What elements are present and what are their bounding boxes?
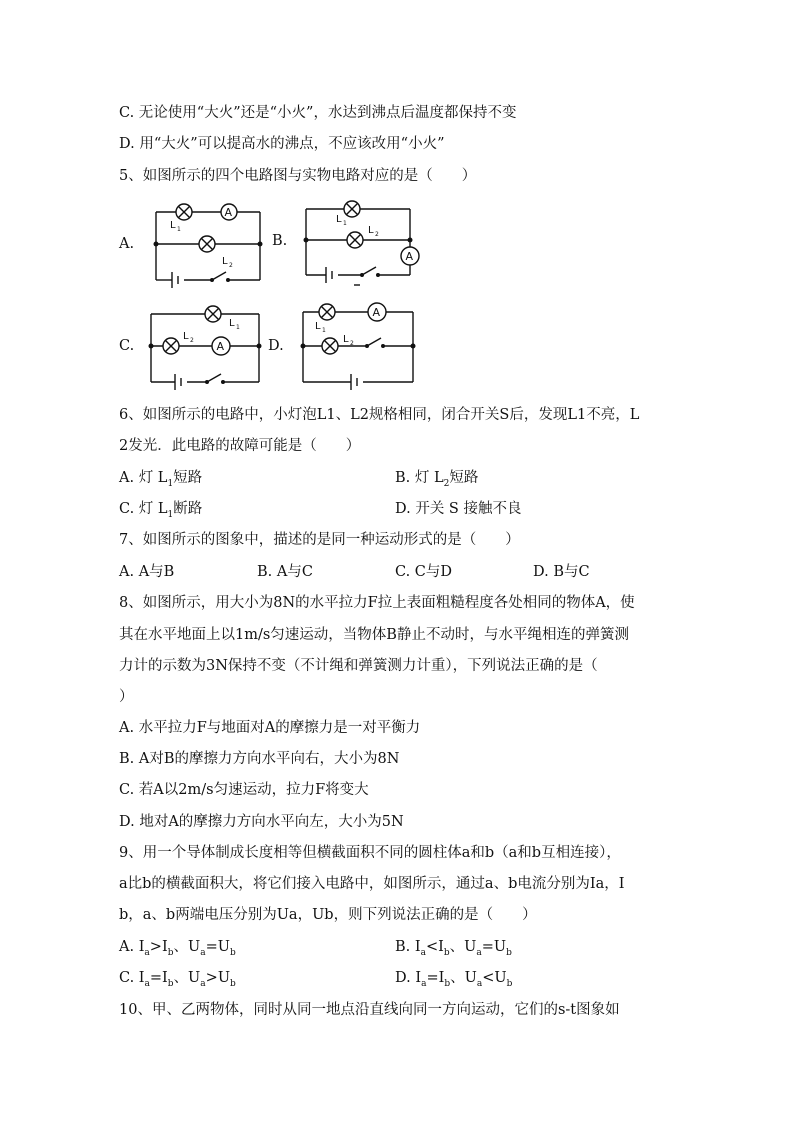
q4-option-d: D. 用“大火”可以提高水的沸点，不应该改用“小火” (119, 136, 445, 152)
q6-option-a: A. 灯 $L_1$短路 (119, 470, 203, 489)
q5-stem: 5、如图所示的四个电路图与实物电路对应的是（ ） (119, 168, 477, 184)
svg-text:L: L (343, 334, 349, 345)
q9-stem-line2: a比b的横截面积大，将它们接入电路中，如图所示，通过a、b电流分别为Ia，I (119, 876, 625, 892)
circuit-diagram-b (300, 195, 425, 290)
svg-text:L: L (336, 214, 342, 225)
svg-text:L: L (315, 321, 321, 332)
q5-label-c: C. (119, 338, 135, 354)
svg-text:A: A (405, 250, 414, 263)
q5-label-b: B. (272, 233, 288, 249)
svg-text:A: A (224, 206, 233, 219)
q8-stem-line4: ） (119, 689, 134, 705)
svg-text:1: 1 (236, 324, 240, 331)
q7-stem: 7、如图所示的图象中，描述的是同一种运动形式的是（ ） (119, 532, 520, 548)
q6-stem-line2: 2发光．此电路的故障可能是（ ） (119, 438, 361, 454)
q6-stem-line1: 6、如图所示的电路中，小灯泡L1、L2规格相同，闭合开关S后，发现L1不亮，L (119, 407, 640, 423)
svg-text:2: 2 (375, 231, 379, 238)
q9-stem-line1: 9、用一个导体制成长度相等但横截面积不同的圆柱体a和b（a和b互相连接）， (119, 845, 621, 861)
svg-text:A: A (216, 340, 225, 353)
q9-option-a: A. $I_a>I_b$、$U_a=U_b$ (119, 939, 236, 958)
q8-stem-line1: 8、如图所示，用大小为8N的水平拉力F拉上表面粗糙程度各处相同的物体A，使 (119, 595, 635, 611)
svg-text:A: A (372, 306, 381, 319)
q8-option-d: D. 地对A的摩擦力方向水平向左，大小为5N (119, 814, 404, 830)
q8-option-a: A. 水平拉力F与地面对A的摩擦力是一对平衡力 (119, 720, 421, 736)
circuit-diagram-c (145, 302, 270, 392)
circuit-diagram-a (150, 200, 265, 285)
q7-option-b: B. A与C (257, 564, 313, 580)
q8-option-c: C. 若A以2m/s匀速运动，拉力F将变大 (119, 782, 369, 798)
q9-option-d: D. $I_a=I_b$、$U_a<U_b$ (395, 970, 513, 989)
svg-text:2: 2 (350, 340, 354, 347)
q7-option-c: C. C与D (395, 564, 453, 580)
svg-text:L: L (183, 331, 189, 342)
q5-label-d: D. (268, 338, 284, 354)
q8-stem-line3: 力计的示数为3N保持不变（不计绳和弹簧测力计重），下列说法正确的是（ (119, 658, 598, 674)
q6-option-b: B. 灯 $L_2$短路 (395, 470, 479, 489)
q6-option-d: D. 开关 S 接触不良 (395, 501, 522, 517)
q6-option-c: C. 灯 $L_1$断路 (119, 501, 203, 520)
svg-text:L: L (222, 256, 228, 267)
q10-stem-line1: 10、甲、乙两物体，同时从同一地点沿直线向同一方向运动，它们的s-t图象如 (119, 1002, 620, 1018)
svg-text:2: 2 (229, 262, 233, 269)
svg-text:1: 1 (343, 220, 347, 227)
q9-option-b: B. $I_a<I_b$、$U_a=U_b$ (395, 939, 512, 958)
q8-option-b: B. A对B的摩擦力方向水平向右，大小为8N (119, 751, 400, 767)
svg-text:1: 1 (322, 327, 326, 334)
svg-text:2: 2 (190, 337, 194, 344)
q7-option-d: D. B与C (533, 564, 590, 580)
q9-option-c: C. $I_a=I_b$、$U_a>U_b$ (119, 970, 236, 989)
q9-stem-line3: b，a、b两端电压分别为Ua，Ub，则下列说法正确的是（ ） (119, 907, 537, 923)
q4-option-c: C. 无论使用“大火”还是“小火”，水达到沸点后温度都保持不变 (119, 105, 517, 121)
svg-text:L: L (170, 220, 176, 231)
q8-stem-line2: 其在水平地面上以1m/s匀速运动，当物体B静止不动时，与水平绳相连的弹簧测 (119, 627, 629, 643)
q5-label-a: A. (119, 236, 135, 252)
circuit-diagram-d (297, 300, 422, 392)
svg-text:L: L (229, 318, 235, 329)
svg-text:1: 1 (177, 226, 181, 233)
svg-text:L: L (368, 225, 374, 236)
q7-option-a: A. A与B (119, 564, 175, 580)
